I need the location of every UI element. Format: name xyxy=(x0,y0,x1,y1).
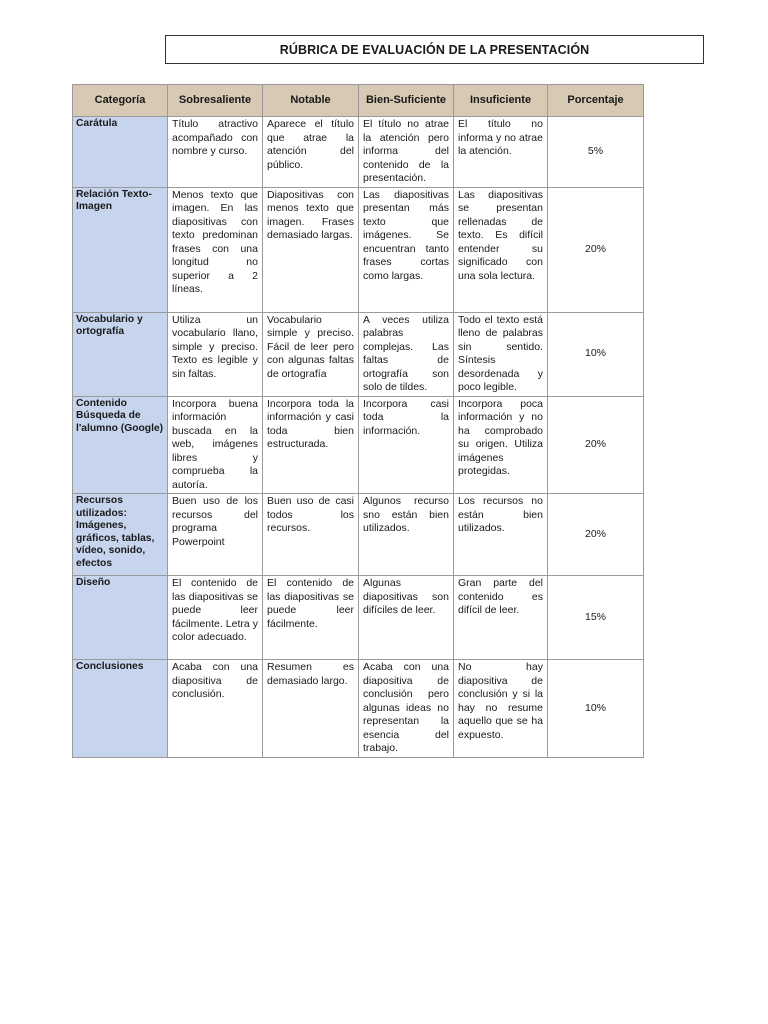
category-cell: Carátula xyxy=(73,117,168,188)
insuficiente-cell: Incorpora poca información y no ha comprobado su origen. Utiliza imágenes protegidas. xyxy=(454,396,548,494)
table-row xyxy=(73,187,644,312)
table-row xyxy=(73,312,644,396)
header-notable: Notable xyxy=(263,85,359,117)
category-cell: Conclusiones xyxy=(73,660,168,758)
document-title: RÚBRICA DE EVALUACIÓN DE LA PRESENTACIÓN xyxy=(165,35,704,64)
sobresaliente-cell: Utiliza un vocabulario llano, simple y preciso. Texto es legible y sin faltas. xyxy=(168,312,263,396)
insuficiente-cell: No hay diapositiva de conclusión y si la hay no resume aquello que se ha expuesto. xyxy=(454,660,548,758)
notable-cell: Resumen es demasiado largo. xyxy=(263,660,359,758)
category-cell: Recursos utilizados: Imágenes, gráficos, tablas, vídeo, sonido, efectos xyxy=(73,494,168,576)
table-row xyxy=(73,396,644,494)
category-cell: Diseño xyxy=(73,576,168,660)
porcentaje-cell: 15% xyxy=(548,576,644,660)
porcentaje-cell: 20% xyxy=(548,494,644,576)
bien-suficiente-cell: Incorpora casi toda la información. xyxy=(359,396,454,494)
bien-suficiente-cell: Algunos recurso sno están bien utilizados. xyxy=(359,494,454,576)
header-sobresaliente: Sobresaliente xyxy=(168,85,263,117)
category-cell: Contenido Búsqueda de l'alumno (Google) xyxy=(73,396,168,494)
insuficiente-cell: Las diapositivas se presentan rellenadas de texto. Es difícil entender su significado con una sola lectura. xyxy=(454,187,548,312)
header-porcentaje: Porcentaje xyxy=(548,85,644,117)
table-row xyxy=(73,576,644,660)
category-cell: Relación Texto-Imagen xyxy=(73,187,168,312)
header-bien-suficiente: Bien-Suficiente xyxy=(359,85,454,117)
sobresaliente-cell: Buen uso de los recursos del programa Powerpoint xyxy=(168,494,263,576)
sobresaliente-cell: Menos texto que imagen. En las diapositivas con texto predominan frases con una longitud no superior a 2 líneas. xyxy=(168,187,263,312)
notable-cell: El contenido de las diapositivas se puede leer fácilmente. xyxy=(263,576,359,660)
porcentaje-cell: 10% xyxy=(548,660,644,758)
insuficiente-cell: El título no informa y no atrae la atención. xyxy=(454,117,548,188)
notable-cell: Diapositivas con menos texto que imagen. Frases demasiado largas. xyxy=(263,187,359,312)
insuficiente-cell: Todo el texto está lleno de palabras sin sentido. Síntesis desordenada y poco legible. xyxy=(454,312,548,396)
bien-suficiente-cell: El título no atrae la atención pero informa del contenido de la presentación. xyxy=(359,117,454,188)
sobresaliente-cell: Acaba con una diapositiva de conclusión. xyxy=(168,660,263,758)
insuficiente-cell: Los recursos no están bien utilizados. xyxy=(454,494,548,576)
notable-cell: Vocabulario simple y preciso. Fácil de leer pero con algunas faltas de ortografía xyxy=(263,312,359,396)
table-row xyxy=(73,117,644,188)
sobresaliente-cell: Título atractivo acompañado con nombre y curso. xyxy=(168,117,263,188)
bien-suficiente-cell: Las diapositivas presentan más texto que imágenes. Se encuentran tanto frases cortas como largas. xyxy=(359,187,454,312)
notable-cell: Incorpora toda la información y casi toda bien estructurada. xyxy=(263,396,359,494)
porcentaje-cell: 20% xyxy=(548,396,644,494)
bien-suficiente-cell: A veces utiliza palabras complejas. Las faltas de ortografía son solo de tildes. xyxy=(359,312,454,396)
porcentaje-cell: 5% xyxy=(548,117,644,188)
table-row xyxy=(73,660,644,758)
bien-suficiente-cell: Acaba con una diapositiva de conclusión pero algunas ideas no representan la esencia del trabajo. xyxy=(359,660,454,758)
header-row xyxy=(73,85,644,117)
sobresaliente-cell: El contenido de las diapositivas se puede leer fácilmente. Letra y color adecuado. xyxy=(168,576,263,660)
notable-cell: Aparece el título que atrae la atención del público. xyxy=(263,117,359,188)
notable-cell: Buen uso de casi todos los recursos. xyxy=(263,494,359,576)
table-row xyxy=(73,494,644,576)
bien-suficiente-cell: Algunas diapositivas son difíciles de leer. xyxy=(359,576,454,660)
sobresaliente-cell: Incorpora buena información buscada en la web, imágenes libres y comprueba la autoría. xyxy=(168,396,263,494)
header-insuficiente: Insuficiente xyxy=(454,85,548,117)
header-categoria: Categoría xyxy=(73,85,168,117)
porcentaje-cell: 20% xyxy=(548,187,644,312)
category-cell: Vocabulario y ortografía xyxy=(73,312,168,396)
rubric-table xyxy=(72,84,644,758)
insuficiente-cell: Gran parte del contenido es difícil de leer. xyxy=(454,576,548,660)
porcentaje-cell: 10% xyxy=(548,312,644,396)
